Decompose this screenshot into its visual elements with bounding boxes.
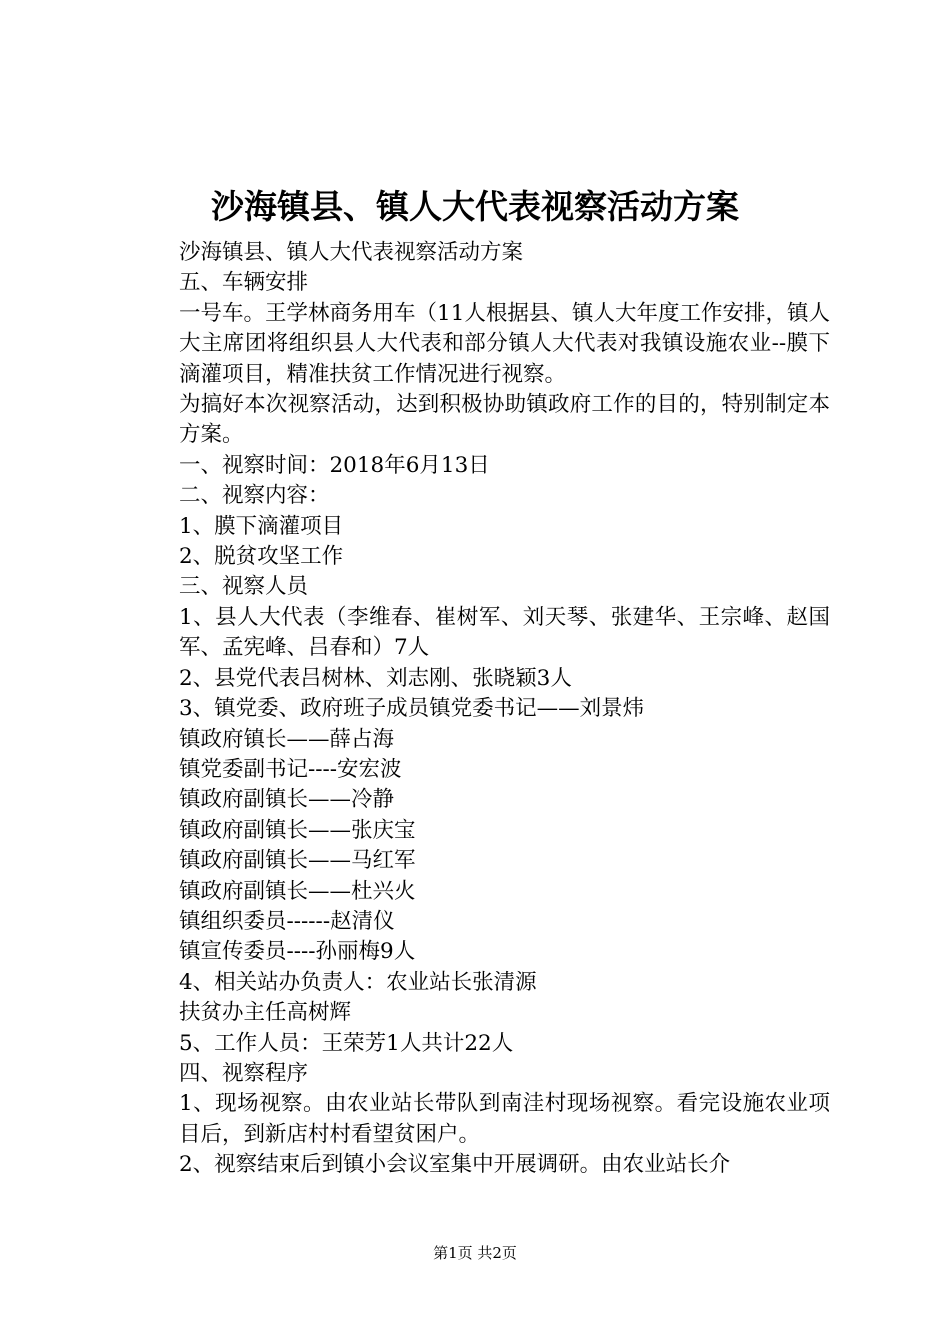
page-footer: 第1页 共2页 — [433, 1244, 517, 1262]
document-body — [128, 238, 830, 1181]
document-paragraph: 1、现场视察。由农业站长带队到南洼村现场视察。看完设施农业项目后，到新店村村看望贫困户。 — [179, 1091, 830, 1147]
document-paragraph: 4、相关站办负责人：农业站长张清源 — [179, 969, 537, 995]
document-paragraph: 一号车。王学林商务用车（11人根据县、镇人大年度工作安排，镇人大主席团将组织县人大代表和部分镇人大代表对我镇设施农业--膜下滴灌项目，精准扶贫工作情况进行视察。 — [179, 300, 830, 387]
document-paragraph: 2、脱贫攻坚工作 — [179, 544, 344, 570]
document-paragraph: 为搞好本次视察活动，达到积极协助镇政府工作的目的，特别制定本方案。 — [179, 392, 830, 448]
document-paragraph: 镇政府副镇长——马红军 — [179, 848, 416, 874]
document-paragraph: 镇党委副书记----安宏波 — [179, 756, 402, 782]
document-paragraph: 镇政府副镇长——张庆宝 — [179, 817, 416, 843]
document-paragraph: 镇政府副镇长——杜兴火 — [179, 878, 416, 904]
document-paragraph: 四、视察程序 — [179, 1060, 309, 1086]
document-paragraph: 沙海镇县、镇人大代表视察活动方案 — [179, 240, 524, 265]
document-paragraph: 2、视察结束后到镇小会议室集中开展调研。由农业站长介 — [179, 1152, 731, 1178]
document-paragraph: 二、视察内容： — [179, 483, 330, 509]
document-paragraph: 扶贫办主任高树辉 — [179, 1000, 352, 1026]
document-paragraph: 镇组织委员------赵清仪 — [179, 908, 395, 934]
document-paragraph: 镇政府镇长——薛占海 — [179, 726, 395, 752]
document-paragraph: 镇宣传委员----孙丽梅9人 — [179, 939, 416, 965]
document-paragraph: 1、县人大代表（李维春、崔树军、刘天琴、张建华、王宗峰、赵国军、孟宪峰、吕春和）7人 — [179, 604, 830, 661]
document-paragraph: 3、镇党委、政府班子成员镇党委书记——刘景炜 — [179, 696, 645, 722]
document-paragraph: 5、工作人员：王荣芳1人共计22人 — [179, 1030, 514, 1056]
document-paragraph: 1、膜下滴灌项目 — [179, 513, 344, 539]
document-paragraph: 2、县党代表吕树林、刘志刚、张晓颖3人 — [179, 665, 572, 691]
document-paragraph: 五、车辆安排 — [179, 270, 309, 296]
document-paragraph: 镇政府副镇长——冷静 — [179, 787, 395, 813]
document-paragraph: 三、视察人员 — [179, 574, 309, 600]
document-paragraph: 一、视察时间：2018年6月13日 — [179, 452, 490, 478]
document-title: 沙海镇县、镇人大代表视察活动方案 — [211, 187, 739, 226]
